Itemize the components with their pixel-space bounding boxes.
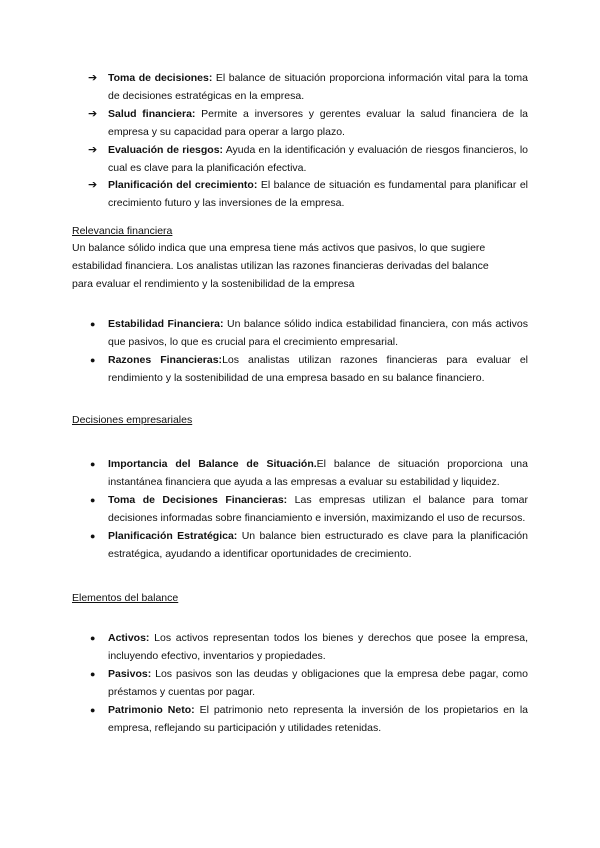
item-text: El balance de situación proporciona una instantánea financiera que ayuda a las empresas a evaluar su estabilidad y liquidez. [108, 458, 528, 488]
item-term: Activos: [108, 632, 150, 644]
item-term: Razones Financieras: [108, 353, 223, 366]
section-heading-relevancia: Relevancia financiera [72, 225, 173, 237]
item-text: Los analistas utilizan razones financieras para evaluar el rendimiento y la sostenibilidad de una empresa basado en su balance financiero. [108, 353, 529, 384]
item-term: Evaluación de riesgos: [108, 143, 224, 156]
list-item [88, 177, 528, 213]
section-heading-decisiones: Decisiones empresariales [72, 414, 193, 426]
arrow-bullet-icon: ➔ [88, 143, 98, 156]
list-item [88, 106, 528, 142]
item-text: Permite a inversores y gerentes evaluar la salud financiera de la empresa y su capacidad para operar a largo plazo. [108, 107, 529, 138]
item-term: Estabilidad Financiera: [108, 318, 224, 330]
bullet-dot-icon: ● [90, 668, 96, 679]
section-heading-elementos: Elementos del balance [72, 592, 179, 604]
bullet-dot-icon: ● [90, 494, 96, 505]
bullet-dot-icon: ● [90, 530, 96, 541]
bullet-dot-icon: ● [90, 319, 96, 329]
list-item [88, 666, 528, 702]
list-item [88, 316, 528, 352]
item-term: Pasivos: [108, 667, 152, 680]
decisiones-list [88, 456, 528, 563]
list-item [88, 528, 528, 564]
arrow-list [88, 70, 528, 213]
list-item [88, 70, 528, 106]
arrow-bullet-icon: ➔ [88, 179, 98, 192]
list-item [88, 142, 528, 178]
item-text: El patrimonio neto representa la inversión de los propietarios en la empresa, reflejando su participación y utilidades retenidas. [108, 703, 529, 734]
item-term: Importancia del Balance de Situación. [108, 458, 317, 470]
item-term: Toma de Decisiones Financieras: [108, 493, 288, 506]
item-text: Los pasivos son las deudas y obligaciones que la empresa debe pagar, como préstamos y cuentas por pagar. [108, 667, 528, 698]
arrow-bullet-icon: ➔ [88, 72, 98, 84]
item-text: Las empresas utilizan el balance para tomar decisiones informadas sobre financiamiento e inversión, maximizando el uso de recursos. [108, 493, 528, 524]
item-term: Patrimonio Neto: [108, 703, 195, 716]
relevancia-list [88, 316, 528, 388]
bullet-dot-icon: ● [90, 704, 96, 715]
item-text: Un balance sólido indica estabilidad financiera, con más activos que pasivos, lo que es crucial para el crecimiento empresarial. [108, 318, 528, 348]
bullet-dot-icon: ● [90, 459, 96, 469]
bullet-dot-icon: ● [90, 354, 96, 365]
list-item [88, 456, 528, 492]
item-term: Planificación del crecimiento: [108, 179, 258, 192]
item-text: Los activos representan todos los bienes y derechos que posee la empresa, incluyendo efectivo, inventarios y propiedades. [108, 632, 528, 662]
item-text: El balance de situación proporciona información vital para la toma de decisiones estratégicas en la empresa. [108, 72, 528, 102]
item-term: Salud financiera: [108, 107, 196, 120]
item-term: Toma de decisiones: [108, 72, 213, 84]
list-item [88, 352, 528, 388]
bullet-dot-icon: ● [90, 633, 96, 643]
item-text: Ayuda en la identificación y evaluación de riesgos financieros, lo cual es clave para la planificación efectiva. [108, 143, 528, 174]
item-term: Planificación Estratégica: [108, 529, 238, 542]
elementos-list [88, 630, 528, 737]
item-text: Un balance bien estructurado es clave para la planificación estratégica, ayudando a identificar oportunidades de crecimiento. [108, 529, 528, 560]
relevancia-paragraph: Un balance sólido indica que una empresa tiene más activos que pasivos, lo que sugiere estabilidad financiera. Los analistas utilizan las razones financieras derivadas del balance para evaluar el rendimiento y la sostenibilidad de la empresa [72, 242, 489, 290]
list-item [88, 492, 528, 528]
arrow-bullet-icon: ➔ [88, 107, 98, 120]
item-text: El balance de situación es fundamental para planificar el crecimiento futuro y las inversiones de la empresa. [108, 179, 528, 210]
list-item [88, 702, 528, 738]
list-item [88, 630, 528, 666]
